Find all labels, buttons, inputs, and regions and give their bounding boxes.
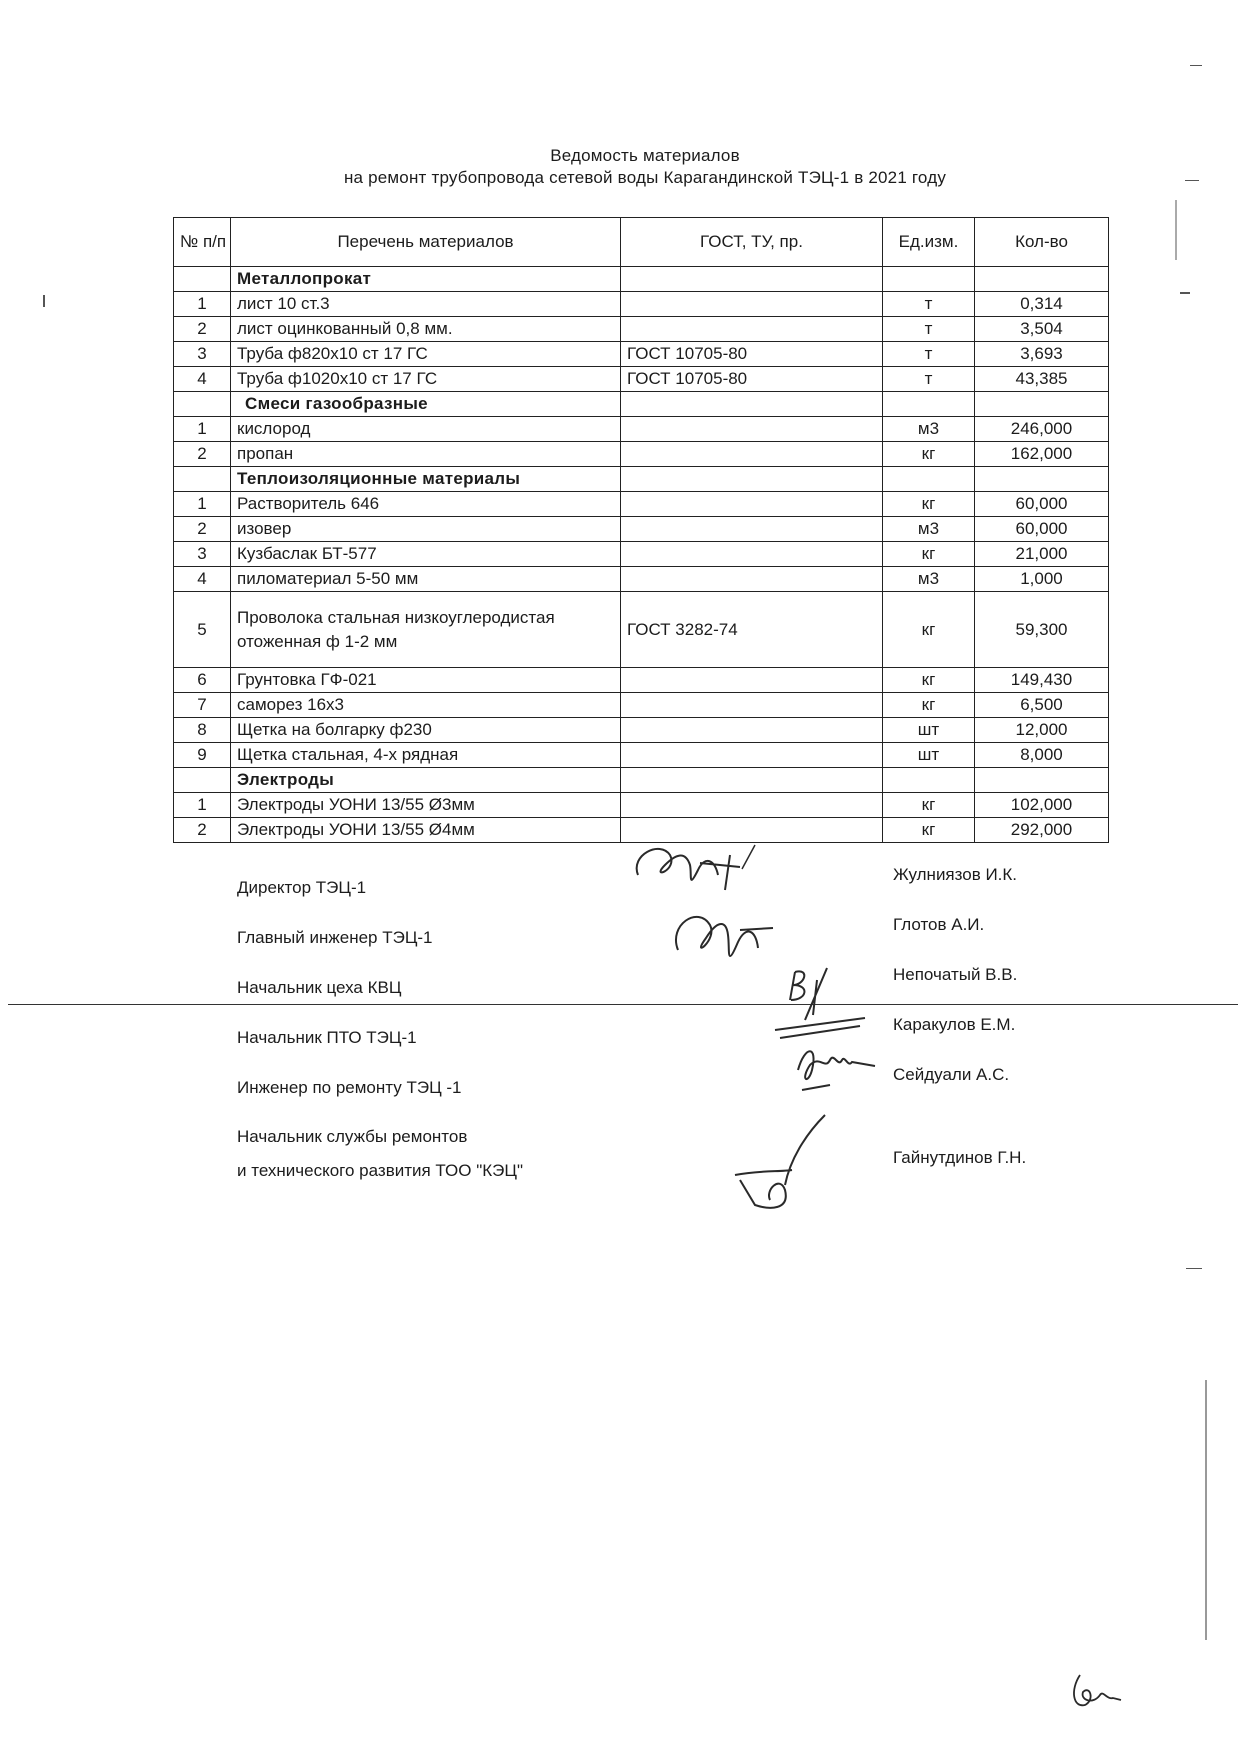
scan-artifact <box>1205 1380 1207 1640</box>
gost-cell <box>621 492 883 517</box>
quantity-cell: 162,000 <box>975 442 1109 467</box>
gost-cell <box>621 743 883 768</box>
material-name-cell: Теплоизоляционные материалы <box>231 467 621 492</box>
material-name-cell: кислород <box>231 417 621 442</box>
title-line-1: Ведомость материалов <box>550 146 740 165</box>
handwritten-signature-mark <box>668 900 778 975</box>
material-name-cell: саморез 16х3 <box>231 693 621 718</box>
row-number-cell <box>174 768 231 793</box>
table-section-row <box>174 267 1109 292</box>
material-name-cell: лист 10 ст.3 <box>231 292 621 317</box>
quantity-cell: 1,000 <box>975 567 1109 592</box>
unit-cell: кг <box>883 818 975 843</box>
gost-cell <box>621 718 883 743</box>
row-number-cell: 4 <box>174 367 231 392</box>
quantity-cell: 0,314 <box>975 292 1109 317</box>
gost-cell <box>621 668 883 693</box>
scan-artifact <box>1185 180 1199 181</box>
gost-cell <box>621 292 883 317</box>
quantity-cell: 6,500 <box>975 693 1109 718</box>
unit-cell: кг <box>883 668 975 693</box>
quantity-cell <box>975 267 1109 292</box>
row-number-cell: 1 <box>174 417 231 442</box>
quantity-cell: 102,000 <box>975 793 1109 818</box>
unit-cell: т <box>883 367 975 392</box>
unit-cell: кг <box>883 492 975 517</box>
quantity-cell: 3,504 <box>975 317 1109 342</box>
scan-artifact <box>1175 200 1177 260</box>
gost-cell <box>621 567 883 592</box>
table-section-row <box>174 768 1109 793</box>
material-name-cell: Проволока стальная низкоуглеродистая отоженная ф 1-2 мм <box>231 592 621 668</box>
material-name-cell: Металлопрокат <box>231 267 621 292</box>
signature-name: Гайнутдинов Г.Н. <box>893 1148 1027 1167</box>
row-number-cell: 5 <box>174 592 231 668</box>
quantity-cell: 59,300 <box>975 592 1109 668</box>
row-number-cell: 2 <box>174 517 231 542</box>
horizontal-divider <box>8 1004 1238 1005</box>
quantity-cell: 149,430 <box>975 668 1109 693</box>
row-number-cell: 1 <box>174 292 231 317</box>
unit-cell: м3 <box>883 567 975 592</box>
row-number-cell: 1 <box>174 793 231 818</box>
gost-cell <box>621 517 883 542</box>
scan-artifact <box>1180 292 1190 294</box>
row-number-cell: 7 <box>174 693 231 718</box>
unit-cell: т <box>883 292 975 317</box>
row-number-cell: 6 <box>174 668 231 693</box>
gost-cell <box>621 542 883 567</box>
unit-cell: шт <box>883 743 975 768</box>
materials-table <box>173 217 1109 843</box>
handwritten-initials-mark <box>1065 1670 1125 1715</box>
scan-artifact <box>43 295 45 307</box>
table-row <box>174 592 1109 668</box>
material-name-cell: Труба ф1020х10 ст 17 ГС <box>231 367 621 392</box>
table-row <box>174 442 1109 467</box>
table-row <box>174 668 1109 693</box>
material-name-cell: Щетка стальная, 4-х рядная <box>231 743 621 768</box>
gost-cell <box>621 768 883 793</box>
table-row <box>174 292 1109 317</box>
quantity-cell: 246,000 <box>975 417 1109 442</box>
quantity-cell <box>975 392 1109 417</box>
unit-cell <box>883 392 975 417</box>
row-number-cell: 2 <box>174 317 231 342</box>
material-name-cell: Электроды УОНИ 13/55 Ø4мм <box>231 818 621 843</box>
row-number-cell: 3 <box>174 342 231 367</box>
table-row <box>174 718 1109 743</box>
unit-cell: м3 <box>883 517 975 542</box>
material-name-cell: пропан <box>231 442 621 467</box>
gost-cell <box>621 417 883 442</box>
signature-position: Инженер по ремонту ТЭЦ -1 <box>237 1078 462 1097</box>
material-name-cell: Смеси газообразные <box>231 392 621 417</box>
quantity-cell: 292,000 <box>975 818 1109 843</box>
signature-name: Глотов А.И. <box>893 915 985 934</box>
row-number-cell: 8 <box>174 718 231 743</box>
handwritten-signature-mark <box>630 835 760 900</box>
header-quantity: Кол-во <box>975 218 1109 267</box>
quantity-cell: 3,693 <box>975 342 1109 367</box>
header-number: № п/п <box>174 218 231 267</box>
material-name-cell: Грунтовка ГФ-021 <box>231 668 621 693</box>
row-number-cell <box>174 267 231 292</box>
signature-position: Начальник цеха КВЦ <box>237 978 402 997</box>
unit-cell: кг <box>883 542 975 567</box>
material-name-cell: Труба ф820х10 ст 17 ГС <box>231 342 621 367</box>
material-name-cell: Электроды УОНИ 13/55 Ø3мм <box>231 793 621 818</box>
handwritten-signature-mark <box>790 1040 880 1095</box>
gost-cell <box>621 392 883 417</box>
scan-artifact <box>1186 1268 1202 1269</box>
quantity-cell <box>975 467 1109 492</box>
gost-cell <box>621 693 883 718</box>
gost-cell: ГОСТ 10705-80 <box>621 367 883 392</box>
unit-cell: шт <box>883 718 975 743</box>
table-section-row <box>174 392 1109 417</box>
material-name-cell: Кузбаслак БТ-577 <box>231 542 621 567</box>
document-title <box>250 145 1040 189</box>
gost-cell: ГОСТ 10705-80 <box>621 342 883 367</box>
gost-cell <box>621 317 883 342</box>
header-materials: Перечень материалов <box>231 218 621 267</box>
material-name-cell: Растворитель 646 <box>231 492 621 517</box>
table-row <box>174 367 1109 392</box>
table-row <box>174 317 1109 342</box>
gost-cell <box>621 467 883 492</box>
table-row <box>174 793 1109 818</box>
unit-cell: кг <box>883 693 975 718</box>
material-name-cell: Электроды <box>231 768 621 793</box>
signature-position: Директор ТЭЦ-1 <box>237 878 367 897</box>
scan-artifact <box>1190 65 1202 66</box>
quantity-cell <box>975 768 1109 793</box>
table-row <box>174 693 1109 718</box>
gost-cell <box>621 267 883 292</box>
row-number-cell: 9 <box>174 743 231 768</box>
signature-name: Жулниязов И.К. <box>893 865 1018 884</box>
row-number-cell: 2 <box>174 442 231 467</box>
gost-cell: ГОСТ 3282-74 <box>621 592 883 668</box>
signature-position: Главный инженер ТЭЦ-1 <box>237 928 433 947</box>
signature-name: Каракулов Е.М. <box>893 1015 1016 1034</box>
table-section-row <box>174 467 1109 492</box>
unit-cell: кг <box>883 592 975 668</box>
signature-position-line-2: и технического развития ТОО "КЭЦ" <box>237 1161 523 1180</box>
row-number-cell: 2 <box>174 818 231 843</box>
table-row <box>174 743 1109 768</box>
unit-cell <box>883 467 975 492</box>
table-row <box>174 417 1109 442</box>
title-line-2: на ремонт трубопровода сетевой воды Карагандинской ТЭЦ-1 в 2021 году <box>343 168 947 187</box>
unit-cell: кг <box>883 442 975 467</box>
signature-position <box>237 1120 523 1188</box>
table-row <box>174 542 1109 567</box>
quantity-cell: 12,000 <box>975 718 1109 743</box>
header-gost: ГОСТ, ТУ, пр. <box>621 218 883 267</box>
material-name-cell: изовер <box>231 517 621 542</box>
signature-name: Непочатый В.В. <box>893 965 1018 984</box>
quantity-cell: 60,000 <box>975 492 1109 517</box>
material-name-cell: пиломатериал 5-50 мм <box>231 567 621 592</box>
signature-position-line-1: Начальник службы ремонтов <box>237 1127 468 1146</box>
row-number-cell <box>174 392 231 417</box>
unit-cell: м3 <box>883 417 975 442</box>
quantity-cell: 43,385 <box>975 367 1109 392</box>
table-header <box>174 218 1109 267</box>
quantity-cell: 8,000 <box>975 743 1109 768</box>
quantity-cell: 60,000 <box>975 517 1109 542</box>
gost-cell <box>621 442 883 467</box>
quantity-cell: 21,000 <box>975 542 1109 567</box>
table-row <box>174 342 1109 367</box>
row-number-cell <box>174 467 231 492</box>
unit-cell: кг <box>883 793 975 818</box>
signature-position: Начальник ПТО ТЭЦ-1 <box>237 1028 417 1047</box>
signature-name: Сейдуали А.С. <box>893 1065 1010 1084</box>
unit-cell: т <box>883 342 975 367</box>
table-body <box>174 267 1109 843</box>
unit-cell: т <box>883 317 975 342</box>
table-row <box>174 492 1109 517</box>
handwritten-signature-mark <box>765 960 875 1045</box>
material-name-cell: лист оцинкованный 0,8 мм. <box>231 317 621 342</box>
table-row <box>174 517 1109 542</box>
handwritten-signature-mark <box>730 1110 840 1220</box>
gost-cell <box>621 793 883 818</box>
row-number-cell: 4 <box>174 567 231 592</box>
header-unit: Ед.изм. <box>883 218 975 267</box>
unit-cell <box>883 267 975 292</box>
table-row <box>174 567 1109 592</box>
row-number-cell: 1 <box>174 492 231 517</box>
material-name-cell: Щетка на болгарку ф230 <box>231 718 621 743</box>
row-number-cell: 3 <box>174 542 231 567</box>
unit-cell <box>883 768 975 793</box>
